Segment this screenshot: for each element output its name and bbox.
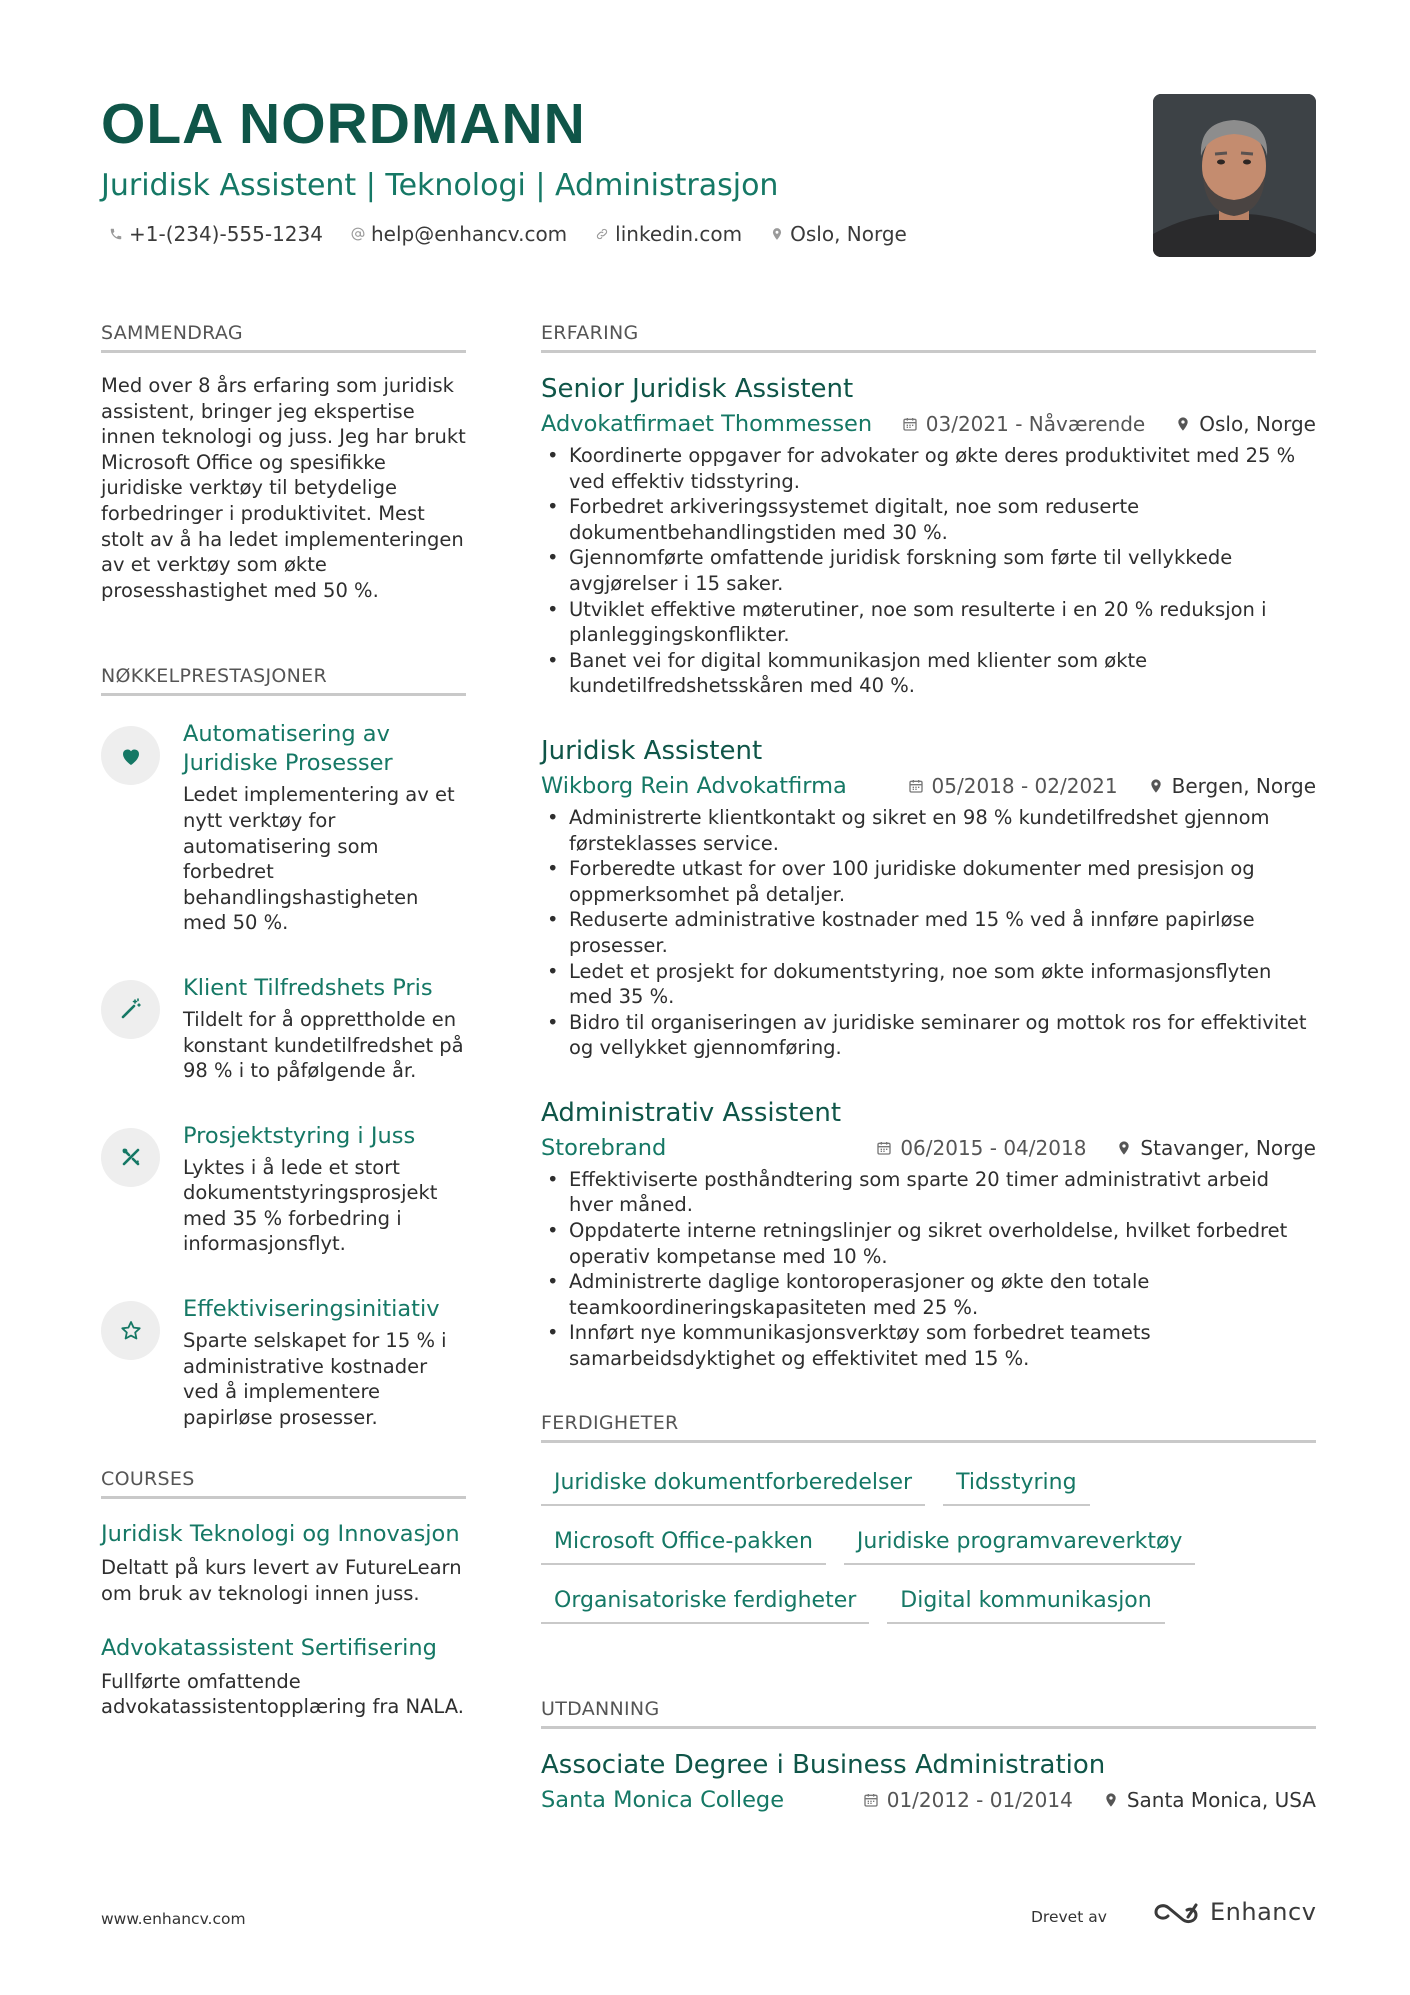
linkedin-text: linkedin.com (615, 222, 743, 246)
achievement-title: Automatisering av Juridiske Prosesser (183, 721, 393, 777)
school-name: Santa Monica College (541, 1786, 785, 1813)
contact-linkedin[interactable] (595, 222, 742, 246)
contact-location (770, 222, 907, 246)
skill-tag: Digital kommunikasjon (887, 1581, 1164, 1624)
job-bullet: • Banet vei for digital kommunikasjon med klienter som økte kundetilfredshetsskåren med 40 %. (541, 648, 1316, 699)
enhancv-logo-text: Enhancv (1210, 1898, 1317, 1926)
job-bullet: • Administrerte klientkontakt og sikret en 98 % kundetilfredshet gjennom førsteklasses service. (541, 805, 1316, 856)
course-desc: Deltatt på kurs levert av FutureLearn om bruk av teknologi innen juss. (101, 1556, 462, 1606)
job-bullet: • Reduserte administrative kostnader med 15 % ved å innføre papirløse prosesser. (541, 907, 1316, 958)
job-bullets (541, 443, 1316, 699)
location-text: Oslo, Norge (1199, 412, 1316, 436)
education-entry (541, 1749, 1316, 1813)
calendar-icon (863, 1792, 879, 1808)
course-item (101, 1519, 466, 1606)
candidate-headline: Juridisk Assistent | Teknologi | Administrasjon (101, 168, 779, 203)
dates-text: 05/2018 - 02/2021 (931, 773, 1118, 798)
achievement-title: Prosjektstyring i Juss (183, 1122, 416, 1149)
heart-icon-badge (101, 726, 160, 785)
skill-tag: Tidsstyring (943, 1463, 1089, 1506)
job-bullets (541, 805, 1316, 1061)
education-location (1103, 1788, 1316, 1812)
achievements-heading: NØKKELPRESTASJONER (101, 665, 466, 696)
job-bullet: • Forbedret arkiveringssystemet digitalt, noe som reduserte dokumentbehandlingstiden med 30 %. (541, 494, 1316, 545)
company-name: Wikborg Rein Advokatfirma (541, 772, 847, 799)
map-pin-icon (770, 227, 784, 241)
job-dates (876, 1136, 1086, 1160)
resume-header (101, 92, 1101, 246)
achievement-item (101, 720, 466, 936)
left-column (101, 322, 466, 1746)
tools-icon-badge (101, 1128, 160, 1187)
achievement-title: Klient Tilfredshets Pris (183, 974, 433, 1001)
degree-title: Associate Degree i Business Administration (541, 1749, 1106, 1780)
map-pin-icon (1103, 1792, 1119, 1808)
right-column (541, 322, 1316, 1813)
location-text: Bergen, Norge (1171, 773, 1316, 798)
job-bullet: • Bidro til organiseringen av juridiske seminarer og mottok ros for effektivitet og vellykket gjennomføring. (541, 1010, 1316, 1061)
job-dates (908, 774, 1118, 798)
map-pin-icon (1175, 416, 1191, 432)
education-dates (863, 1788, 1073, 1812)
location-text: Santa Monica, USA (1126, 1787, 1316, 1812)
enhancv-logo[interactable] (1152, 1897, 1316, 1927)
education-heading: UTDANNING (541, 1698, 1316, 1729)
skills-list (541, 1463, 1316, 1624)
map-pin-icon (1116, 1140, 1132, 1156)
email-text: help@enhancv.com (370, 222, 568, 246)
job-bullet: • Oppdaterte interne retningslinjer og sikret overholdelse, hvilket forbedret operativ kompetanse med 10 %. (541, 1218, 1316, 1269)
skill-tag: Juridiske dokumentforberedelser (541, 1463, 925, 1506)
job-entry (541, 735, 1316, 1061)
job-bullet: • Administrerte daglige kontoroperasjoner og økte den totale teamkoordineringskapasiteten med 25 %. (541, 1269, 1316, 1320)
job-bullet: • Innført nye kommunikasjonsverktøy som forbedret teamets samarbeidsdyktighet og effektivitet med 15 %. (541, 1320, 1316, 1371)
job-location (1116, 1136, 1316, 1160)
job-entry (541, 373, 1316, 699)
skill-tag: Organisatoriske ferdigheter (541, 1581, 869, 1624)
achievement-desc: Tildelt for å opprettholde en konstant kundetilfredshet på 98 % i to påfølgende år. (183, 1007, 464, 1083)
summary-heading: SAMMENDRAG (101, 322, 466, 353)
tools-icon (119, 1145, 143, 1169)
footer-powered-by: Drevet av (1031, 1908, 1107, 1926)
phone-icon (109, 227, 123, 241)
achievement-item (101, 974, 466, 1084)
course-desc: Fullførte omfattende advokatassistentopplæring fra NALA. (101, 1669, 464, 1719)
job-bullet: • Forberedte utkast for over 100 juridiske dokumenter med presisjon og oppmerksomhet på detaljer. (541, 856, 1316, 907)
star-icon-badge (101, 1301, 160, 1360)
skills-heading: FERDIGHETER (541, 1412, 1316, 1443)
job-bullet: • Koordinerte oppgaver for advokater og økte deres produktivitet med 25 % ved effektiv tidsstyring. (541, 443, 1316, 494)
portrait-image (1153, 94, 1316, 257)
magic-wand-icon (119, 997, 143, 1021)
course-title: Juridisk Teknologi og Innovasjon (101, 1521, 460, 1548)
achievement-desc: Sparte selskapet for 15 % i administrative kostnader ved å implementere papirløse prosesser. (183, 1329, 447, 1429)
company-name: Advokatfirmaet Thommessen (541, 411, 873, 437)
course-title: Advokatassistent Sertifisering (101, 1634, 437, 1661)
contact-phone[interactable] (109, 222, 323, 246)
at-icon (351, 227, 365, 241)
contact-row (101, 222, 1101, 246)
dates-text: 01/2012 - 01/2014 (886, 1787, 1073, 1812)
heart-icon (119, 744, 143, 768)
job-location (1175, 412, 1316, 436)
summary-text: Med over 8 års erfaring som juridisk assistent, bringer jeg ekspertise innen teknologi og juss. Jeg har brukt Microsoft Office og spesifikke juridiske verktøy til betydelige forbedringer i produktivitet. Mest stolt av å ha ledet implementeringen av et verktøy som økte prosesshastighet med 50 %. (101, 374, 466, 602)
calendar-icon (876, 1140, 892, 1156)
dates-text: 03/2021 - Nåværende (925, 412, 1146, 436)
candidate-name: OLA NORDMANN (101, 92, 586, 156)
enhancv-logo-icon (1152, 1897, 1200, 1927)
job-title: Senior Juridisk Assistent (541, 374, 854, 404)
map-pin-icon (1148, 778, 1164, 794)
dates-text: 06/2015 - 04/2018 (900, 1135, 1087, 1160)
job-bullet: • Utviklet effektive møterutiner, noe som resulterte i en 20 % reduksjon i planleggingskonflikter. (541, 597, 1316, 648)
contact-email[interactable] (351, 222, 567, 246)
achievement-desc: Lyktes i å lede et stort dokumentstyringsprosjekt med 35 % forbedring i informasjonsflyt. (183, 1155, 438, 1256)
job-bullet: • Effektiviserte posthåndtering som sparte 20 timer administrativt arbeid hver måned. (541, 1167, 1316, 1218)
achievement-title: Effektiviseringsinitiativ (183, 1296, 440, 1323)
job-dates (902, 412, 1145, 436)
achievement-item (101, 1295, 466, 1430)
magic-wand-icon-badge (101, 980, 160, 1039)
job-location (1148, 774, 1316, 798)
job-entry (541, 1097, 1316, 1372)
achievement-item (101, 1122, 466, 1257)
location-text: Stavanger, Norge (1140, 1135, 1316, 1160)
calendar-icon (908, 778, 924, 794)
phone-text: +1-(234)-555-1234 (129, 222, 323, 246)
job-bullet: • Gjennomførte omfattende juridisk forskning som førte til vellykkede avgjørelser i 15 saker. (541, 545, 1316, 596)
link-icon (595, 227, 609, 241)
location-text: Oslo, Norge (790, 222, 907, 246)
calendar-icon (902, 416, 918, 432)
footer-website-link[interactable]: www.enhancv.com (101, 1910, 246, 1928)
experience-heading: ERFARING (541, 322, 1316, 353)
skill-tag: Juridiske programvareverktøy (844, 1522, 1196, 1565)
star-icon (119, 1319, 143, 1343)
job-bullets (541, 1167, 1316, 1372)
job-title: Administrativ Assistent (541, 1097, 842, 1128)
job-bullet: • Ledet et prosjekt for dokumentstyring, noe som økte informasjonsflyten med 35 %. (541, 959, 1316, 1010)
company-name: Storebrand (541, 1134, 667, 1161)
course-item (101, 1633, 466, 1720)
courses-heading: COURSES (101, 1468, 466, 1499)
achievement-desc: Ledet implementering av et nytt verktøy for automatisering som forbedret behandlingshastigheten med 50 %. (183, 783, 455, 935)
job-title: Juridisk Assistent (541, 735, 763, 766)
skill-tag: Microsoft Office-pakken (541, 1522, 826, 1565)
profile-photo (1153, 94, 1316, 257)
